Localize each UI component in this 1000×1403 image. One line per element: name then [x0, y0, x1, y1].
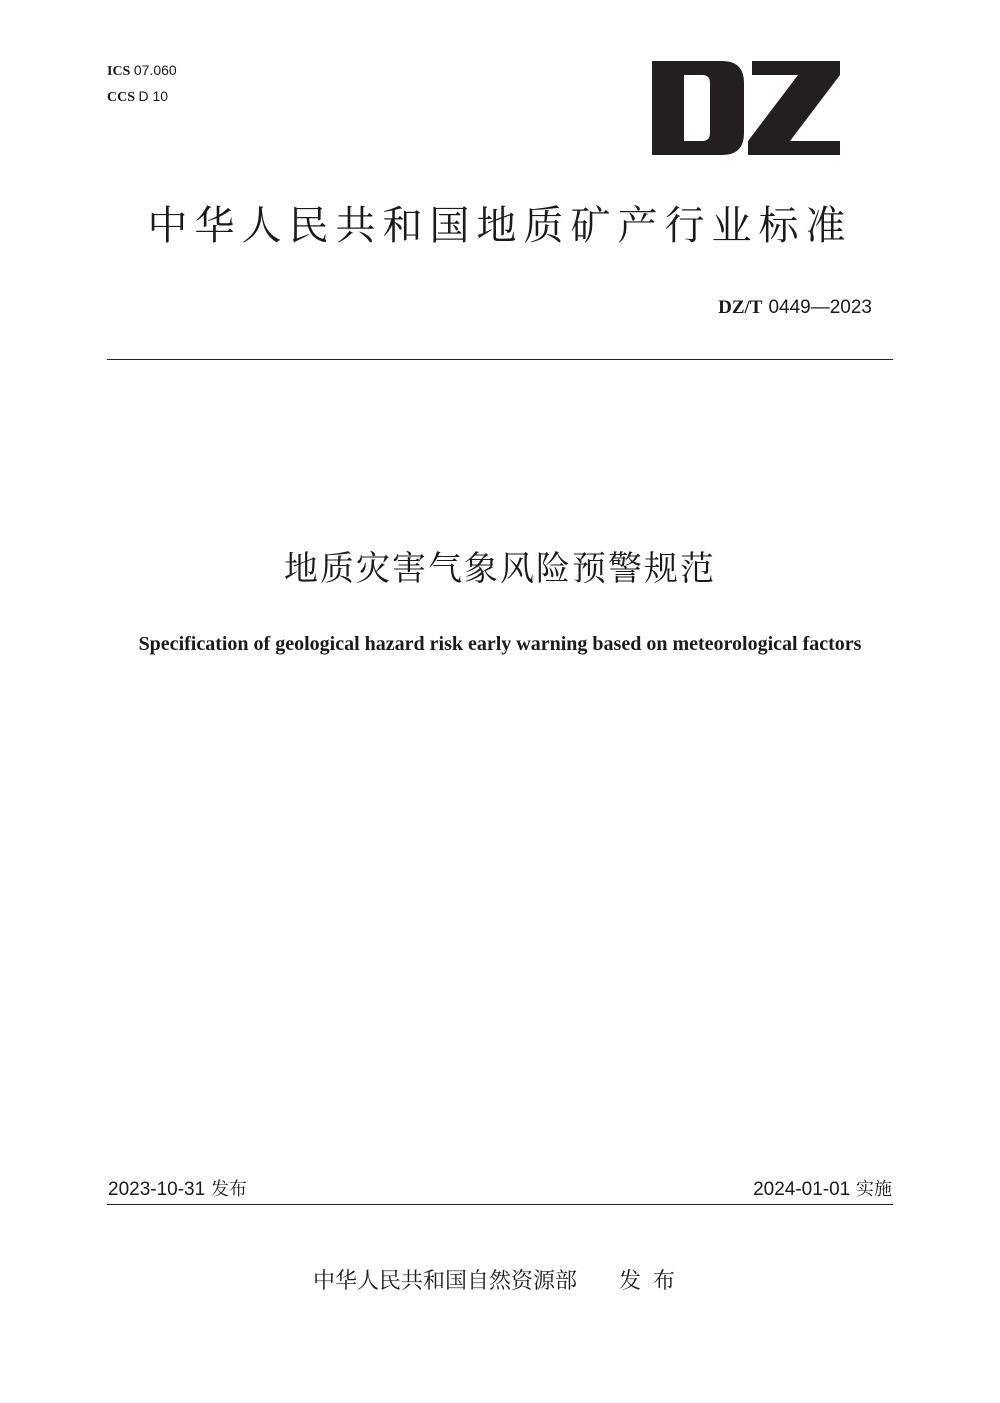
dz-logo — [652, 61, 840, 155]
implement-label: 实施 — [856, 1179, 892, 1200]
logo-letter-z — [748, 61, 840, 155]
ics-label: ICS — [107, 64, 131, 79]
issuer-line — [0, 1265, 1000, 1299]
ics-code — [107, 61, 177, 81]
logo-letter-d — [652, 61, 744, 155]
ccs-value: D 10 — [138, 88, 169, 104]
english-title: Specification of geological hazard risk early warning based on meteorological factors — [138, 633, 862, 655]
ccs-code — [107, 87, 168, 107]
chinese-title: 地质灾害气象风险预警规范 — [284, 549, 716, 589]
implement-date-value: 2024-01-01 — [753, 1179, 851, 1200]
standard-number-value: 0449—2023 — [768, 297, 872, 318]
standard-number — [718, 296, 872, 320]
ics-value: 07.060 — [133, 62, 177, 78]
header-divider — [107, 359, 893, 360]
implement-date — [753, 1177, 892, 1203]
standard-code: DZ/T — [718, 297, 763, 318]
publish-date — [108, 1177, 247, 1203]
issuer-action: 发布 — [619, 1269, 688, 1294]
footer-divider — [107, 1204, 893, 1205]
ccs-label: CCS — [107, 90, 136, 105]
publish-label: 发布 — [210, 1179, 247, 1200]
issuer-name: 中华人民共和国自然资源部 — [312, 1269, 577, 1294]
publish-date-value: 2023-10-31 — [108, 1179, 206, 1200]
industry-standard-title: 中华人民共和国地质矿产行业标准 — [147, 203, 853, 249]
